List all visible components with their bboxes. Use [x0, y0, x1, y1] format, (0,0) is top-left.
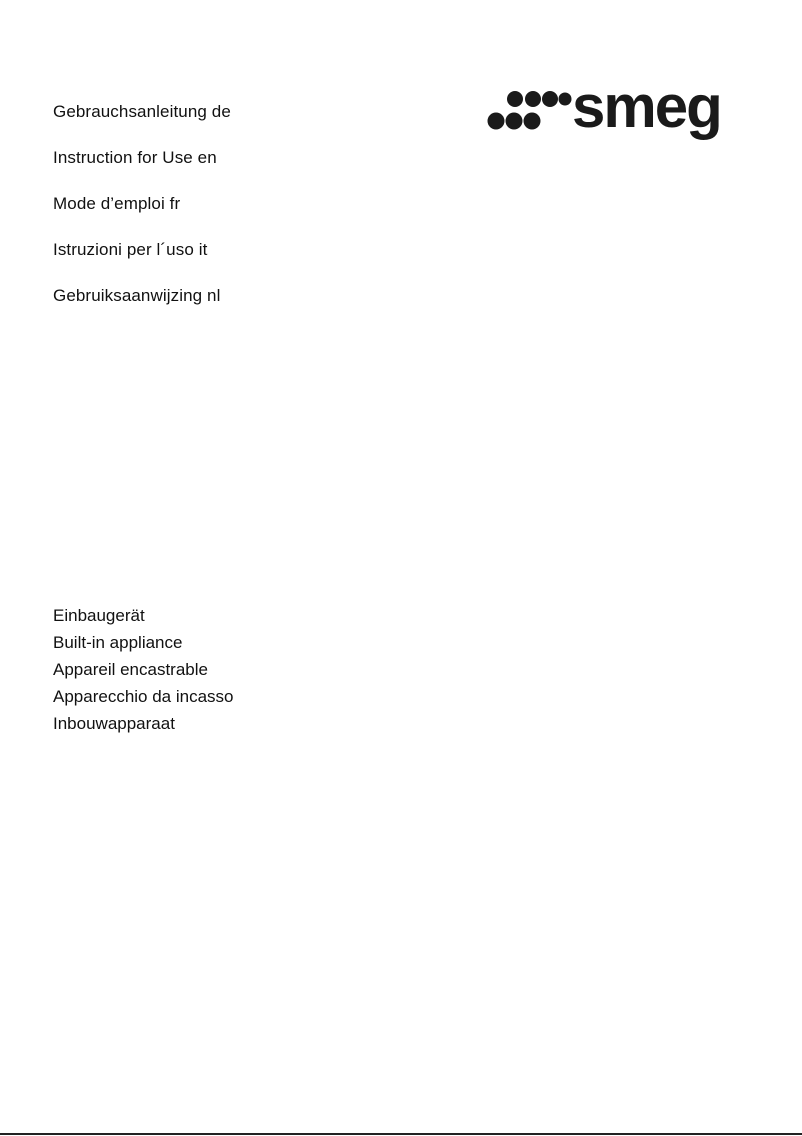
appliance-type-it: Apparecchio da incasso: [53, 687, 234, 706]
appliance-type-fr: Appareil encastrable: [53, 660, 208, 679]
manual-language-list: [53, 101, 231, 331]
appliance-type-nl: Inbouwapparaat: [53, 714, 175, 733]
manual-language-de: Gebrauchsanleitung de: [53, 102, 231, 121]
appliance-type-list: [53, 605, 234, 740]
appliance-type-en: Built-in appliance: [53, 633, 183, 652]
smeg-logo: [486, 73, 736, 143]
bottom-rule: [0, 1133, 802, 1135]
manual-language-en: Instruction for Use en: [53, 148, 217, 167]
manual-language-fr: Mode d’emploi fr: [53, 194, 181, 213]
logo-dots-icon: [486, 83, 576, 143]
appliance-type-de: Einbaugerät: [53, 606, 145, 625]
manual-language-nl: Gebruiksaanwijzing nl: [53, 286, 221, 305]
logo-wordmark: smeg: [572, 73, 721, 140]
manual-language-it: Istruzioni per l´uso it: [53, 240, 208, 259]
